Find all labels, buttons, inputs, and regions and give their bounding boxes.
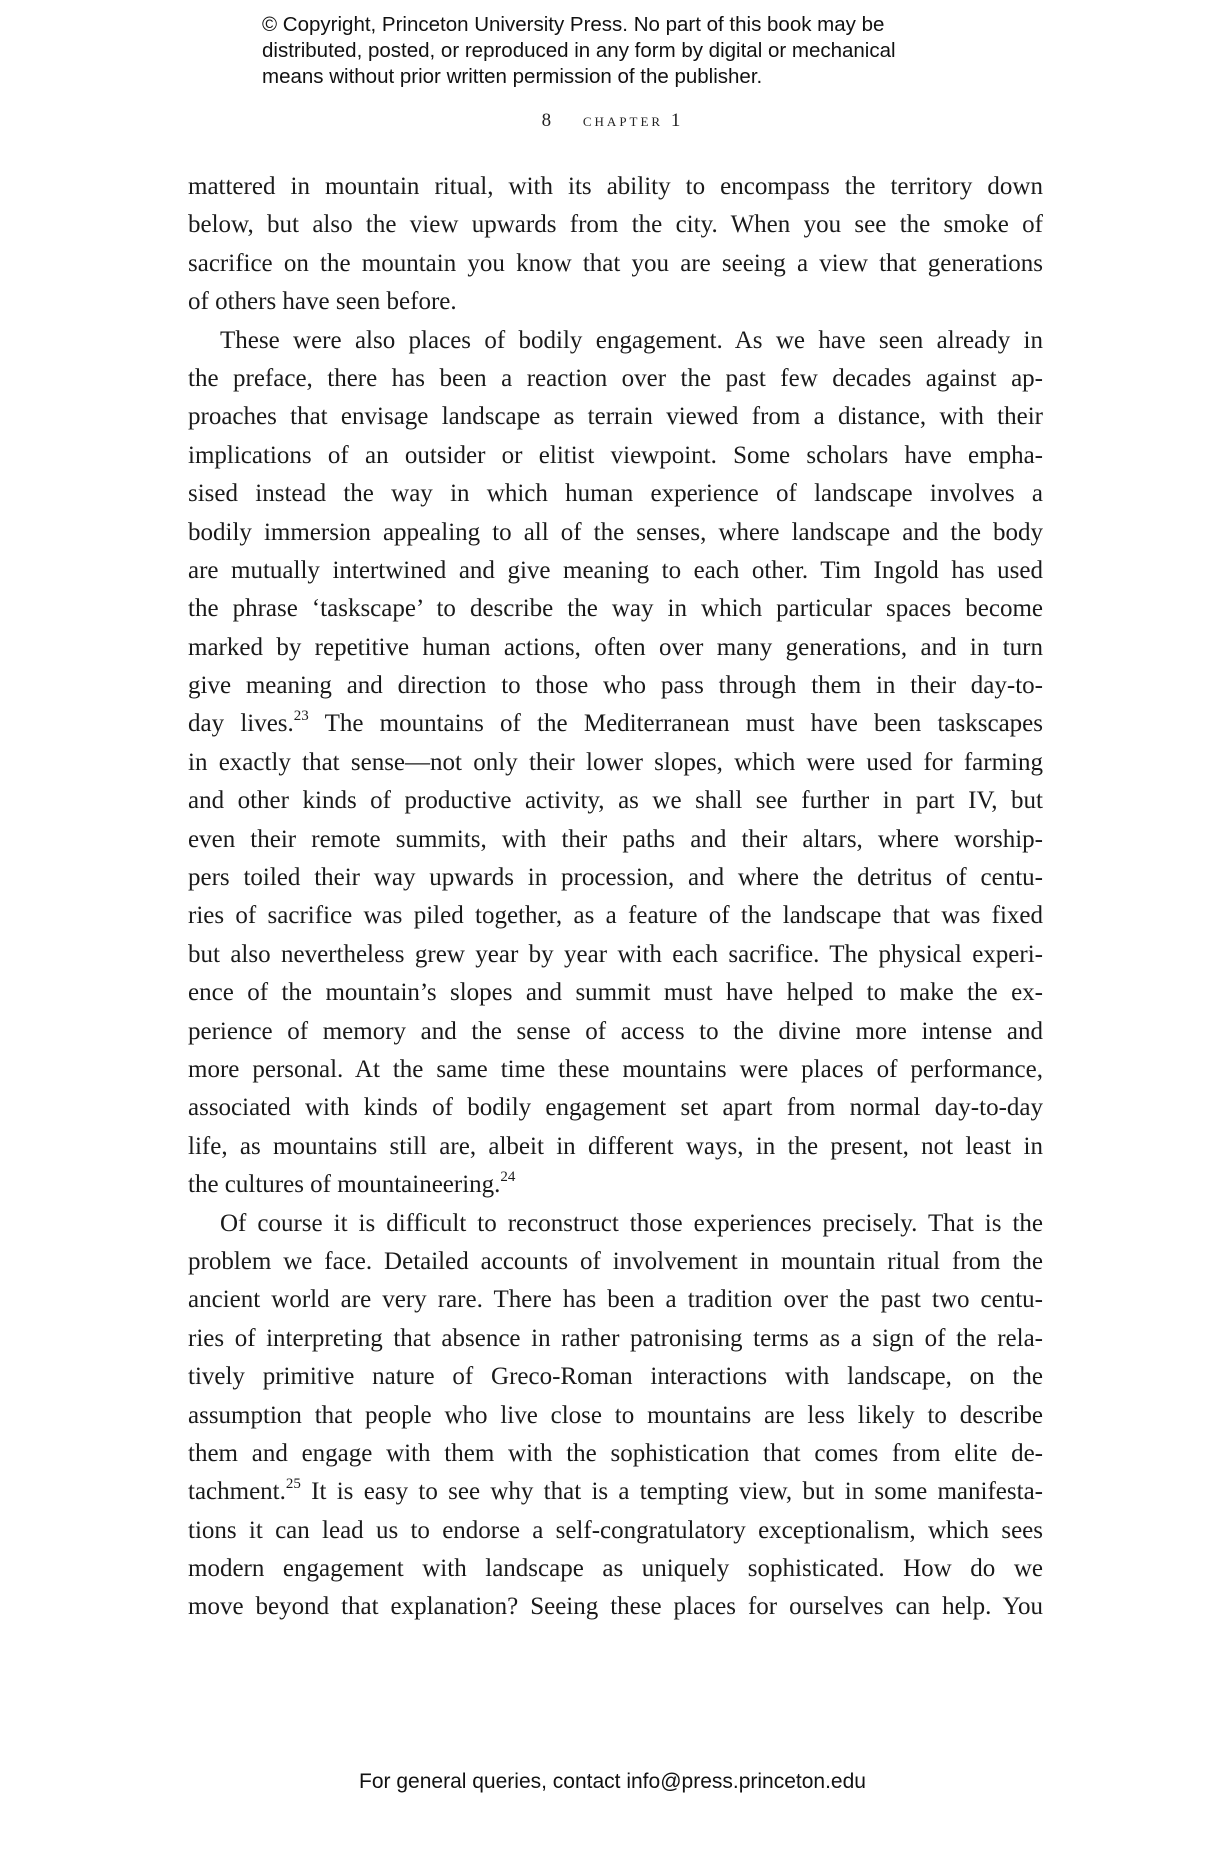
text-fragment: The mountains of the Mediterranean must have been taskscapes [308, 710, 1043, 738]
copyright-notice [262, 12, 1022, 90]
text-line-with-note [188, 1473, 1043, 1511]
page-number: 8 [541, 110, 554, 131]
text-line: them and engage with them with the sophistication that comes from elite de- [188, 1439, 1043, 1467]
text-line: marked by repetitive human actions, often over many generations, and in turn [188, 633, 1043, 661]
text-line: modern engagement with landscape as uniquely sophisticated. How do we [188, 1555, 1043, 1583]
text-line: the preface, there has been a reaction over the past few decades against ap- [188, 364, 1043, 392]
text-line: pers toiled their way upwards in procession, and where the detritus of centu- [188, 864, 1043, 892]
text-line: below, but also the view upwards from the city. When you see the smoke of [188, 211, 1043, 239]
text-line: ries of interpreting that absence in rather patronising terms as a sign of the rela- [188, 1324, 1043, 1352]
text-fragment: the cultures of mountaineering. [188, 1171, 501, 1199]
text-line: sacrifice on the mountain you know that you are seeing a view that generations [188, 249, 1043, 277]
text-line-with-note [188, 1166, 1043, 1204]
text-line: bodily immersion appealing to all of the senses, where landscape and the body [188, 518, 1043, 546]
text-fragment: day lives. [188, 710, 294, 738]
text-fragment: It is easy to see why that is a tempting view, but in some manifesta- [300, 1478, 1043, 1506]
text-line: ancient world are very rare. There has been a tradition over the past two centu- [188, 1286, 1043, 1314]
text-line: are mutually intertwined and give meaning to each other. Tim Ingold has used [188, 556, 1043, 584]
copyright-line: © Copyright, Princeton University Press. No part of this book may be [262, 13, 885, 36]
text-line: implications of an outsider or elitist viewpoint. Some scholars have empha- [188, 441, 1043, 469]
text-fragment: tachment. [188, 1478, 286, 1506]
text-line: mattered in mountain ritual, with its ability to encompass the territory down [188, 173, 1043, 200]
copyright-line: means without prior written permission of the publisher. [262, 65, 763, 88]
text-line: ence of the mountain’s slopes and summit must have helped to make the ex- [188, 979, 1043, 1007]
chapter-label: chapter 1 [582, 110, 684, 131]
copyright-line: distributed, posted, or reproduced in any form by digital or mechanical [262, 39, 896, 62]
text-line: give meaning and direction to those who pass through them in their day-to- [188, 672, 1043, 700]
text-line: the phrase ‘taskscape’ to describe the way in which particular spaces become [188, 595, 1043, 623]
text-line: life, as mountains still are, albeit in different ways, in the present, not least in [188, 1132, 1043, 1160]
footer-contact: For general queries, contact info@press.princeton.edu [359, 1770, 866, 1793]
text-line: Of course it is difficult to reconstruct those experiences precisely. That is the [220, 1209, 1043, 1237]
text-line: problem we face. Detailed accounts of involvement in mountain ritual from the [188, 1247, 1043, 1275]
text-line: and other kinds of productive activity, as we shall see further in part IV, but [188, 787, 1043, 815]
text-line: perience of memory and the sense of access to the divine more intense and [188, 1017, 1043, 1045]
text-line: of others have seen before. [188, 288, 457, 316]
text-line-with-note [188, 705, 1043, 743]
text-line: These were also places of bodily engagement. As we have seen already in [220, 326, 1043, 354]
text-line: ries of sacrifice was piled together, as a feature of the landscape that was fixed [188, 902, 1043, 930]
text-line: assumption that people who live close to mountains are less likely to describe [188, 1401, 1043, 1429]
body-text [188, 168, 1043, 1627]
text-line: but also nevertheless grew year by year with each sacrifice. The physical experi- [188, 940, 1043, 968]
footnote-ref-23[interactable]: 23 [293, 708, 309, 725]
running-head [0, 110, 1225, 132]
text-line: sised instead the way in which human experience of landscape involves a [188, 480, 1043, 508]
footnote-ref-24[interactable]: 24 [500, 1168, 516, 1185]
text-line: associated with kinds of bodily engagement set apart from normal day-to-day [188, 1094, 1043, 1122]
text-line: more personal. At the same time these mountains were places of performance, [188, 1055, 1043, 1083]
text-line: tions it can lead us to endorse a self-congratulatory exceptionalism, which sees [188, 1516, 1043, 1544]
text-line: proaches that envisage landscape as terrain viewed from a distance, with their [188, 403, 1043, 431]
text-line: in exactly that sense—not only their lower slopes, which were used for farming [188, 748, 1043, 776]
text-line: even their remote summits, with their paths and their altars, where worship- [188, 825, 1043, 853]
text-line: move beyond that explanation? Seeing these places for ourselves can help. You [188, 1593, 1043, 1621]
text-line: tively primitive nature of Greco-Roman interactions with landscape, on the [188, 1363, 1043, 1391]
footnote-ref-25[interactable]: 25 [285, 1475, 301, 1492]
